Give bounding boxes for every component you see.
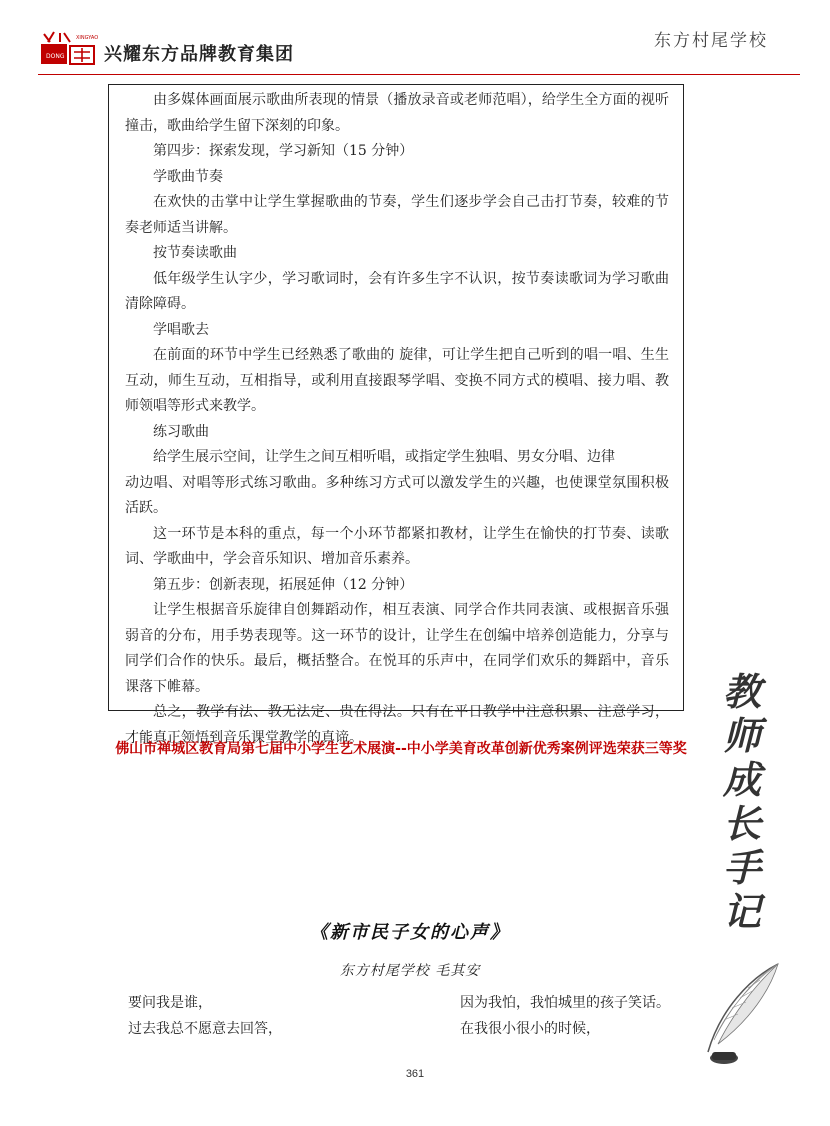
paragraph: 给学生展示空间，让学生之间互相听唱，或指定学生独唱、男女分唱、边律 xyxy=(153,449,615,465)
paragraph: 第四步：探索发现，学习新知（15 分钟） xyxy=(153,143,414,159)
paragraph: 动边唱、对唱等形式练习歌曲。多种练习方式可以激发学生的兴趣，也使课堂氛围积极活跃。 xyxy=(125,474,669,516)
paragraph: 学歌曲节奏 xyxy=(153,168,223,185)
poem-author: 东方村尾学校 毛其安 xyxy=(339,963,481,979)
paragraph: 在欢快的击掌中让学生掌握歌曲的节奏，学生们逐步学会自己击打节奏，较难的节奏老师适当讲解。 xyxy=(125,194,669,236)
paragraph: 练习歌曲 xyxy=(153,423,209,440)
poem-line: 过去我总不愿意去回答， xyxy=(128,1021,282,1037)
poem-title: 《新市民子女的心声》 xyxy=(310,922,510,943)
page-number: 361 xyxy=(405,1068,425,1080)
brand-name: 兴耀东方品牌教育集团 xyxy=(104,44,294,65)
award-notice: 佛山市禅城区教育局第七届中小学生艺术展演--中小学美育改革创新优秀案例评选荣获三等奖 xyxy=(115,741,687,757)
poem-line: 在我很小很小的时候， xyxy=(460,1021,600,1037)
svg-text:DONG: DONG xyxy=(46,53,65,60)
poem-line: 要问我是谁， xyxy=(128,995,212,1011)
header-divider xyxy=(38,74,800,75)
paragraph: 这一环节是本科的重点，每一个小环节都紧扣教材，让学生在愉快的打节奏、读歌词、学歌曲中，学会音乐知识、增加音乐素养。 xyxy=(125,525,669,567)
paragraph: 让学生根据音乐旋律自创舞蹈动作，相互表演、同学合作共同表演、或根据音乐强弱音的分布，用手势表现等。这一环节的设计，让学生在创编中培养创造能力，分享与同学们合作的快乐。最后，概括整合。在悦耳的乐声中，在同学们欢乐的舞蹈中，音乐课落下帷幕。 xyxy=(125,602,669,695)
side-title-char: 教 xyxy=(722,669,761,714)
logo-text: XINGYAO xyxy=(76,35,98,41)
paragraph: 总之，教学有法、教无法定、贵在得法。只有在平日教学中注意积累、注意学习，才能真正领悟到音乐课堂教学的真谛。 xyxy=(125,704,669,746)
paragraph: 学唱歌去 xyxy=(153,321,209,338)
side-title-char: 手 xyxy=(722,845,761,890)
paragraph: 按节奏读歌曲 xyxy=(153,245,237,261)
poem-line: 因为我怕，我怕城里的孩子笑话。 xyxy=(460,995,670,1011)
side-title-char: 长 xyxy=(722,801,761,846)
paragraph: 第五步：创新表现，拓展延伸（12 分钟） xyxy=(153,576,414,593)
paragraph: 由多媒体画面展示歌曲所表现的情景（播放录音或老师范唱），给学生全方面的视听撞击，歌曲给学生留下深刻的印象。 xyxy=(125,92,669,134)
lesson-content-box xyxy=(108,84,684,746)
paragraph: 低年级学生认字少，学习歌词时，会有许多生字不认识，按节奏读歌词为学习歌曲清除障碍。 xyxy=(125,270,669,312)
paragraph: 在前面的环节中学生已经熟悉了歌曲的 旋律，可让学生把自己听到的唱一唱、生生互动，师生互动，互相指导，或利用直接跟琴学唱、变换不同方式的模唱、接力唱、教师领唱等形式来教学。 xyxy=(125,347,669,414)
side-title-char: 记 xyxy=(722,889,761,934)
header-school-name: 东方村尾学校 xyxy=(654,31,768,51)
side-title-char: 成 xyxy=(722,757,761,802)
feather-quill-icon xyxy=(690,960,790,1070)
side-title xyxy=(702,670,782,934)
logo-icon xyxy=(40,30,98,66)
side-title-char: 师 xyxy=(722,713,761,758)
